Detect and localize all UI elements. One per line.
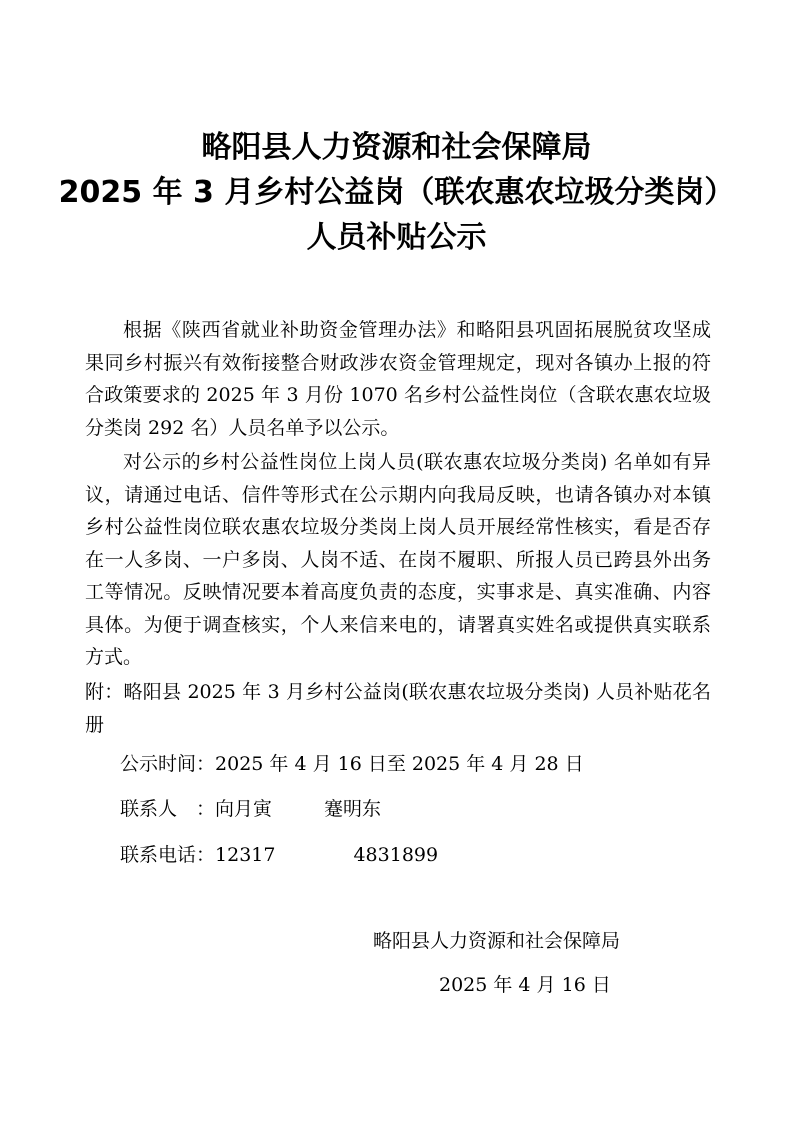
publicity-period-value: 2025 年 4 月 16 日至 2025 年 4 月 28 日 — [215, 753, 584, 775]
phone-number-1: 12317 — [215, 844, 276, 866]
title-line-3: 人员补贴公示 — [306, 220, 487, 255]
title-line-1: 略阳县人力资源和社会保障局 — [201, 130, 592, 165]
signature-date: 2025 年 4 月 16 日 — [439, 974, 611, 996]
attachment-note: 附：略阳县 2025 年 3 月乡村公益岗(联农惠农垃圾分类岗) 人员补贴花名册 — [85, 681, 711, 736]
title-line-2: 2025 年 3 月乡村公益岗（联农惠农垃圾分类岗） — [58, 175, 735, 210]
contact-phones — [120, 840, 438, 870]
publicity-period-label: 公示时间： — [120, 753, 216, 775]
contact-person-1: 向月寅 — [215, 798, 273, 820]
body-paragraph-1: 根据《陕西省就业补助资金管理办法》和略阳县巩固拓展脱贫攻坚成果同乡村振兴有效衔接整合财政涉农资金管理规定，现对各镇办上报的符合政策要求的 2025 年 3 月份 1070 名乡村公益性岗位（含联农惠农垃圾分类岗 292 名）人员名单予以公示。 — [85, 319, 711, 439]
publicity-period — [120, 749, 584, 779]
body-paragraph-2: 对公示的乡村公益性岗位上岗人员(联农惠农垃圾分类岗) 名单如有异议，请通过电话、信件等形式在公示期内向我局反映，也请各镇办对本镇乡村公益性岗位联农惠农垃圾分类岗上岗人员开展经常性核实，看是否存在一人多岗、一户多岗、人岗不适、在岗不履职、所报人员已跨县外出务工等情况。反映情况要本着高度负责的态度，实事求是、真实准确、内容具体。为便于调查核实，个人来信来电的，请署真实姓名或提供真实联系方式。 — [85, 451, 711, 668]
contact-persons — [120, 794, 381, 824]
phone-label: 联系电话： — [120, 844, 216, 866]
signature-organization: 略阳县人力资源和社会保障局 — [373, 930, 621, 952]
phone-number-2: 4831899 — [353, 844, 439, 866]
contact-label: 联系人 ： — [120, 798, 216, 820]
contact-person-2: 蹇明东 — [324, 798, 382, 820]
